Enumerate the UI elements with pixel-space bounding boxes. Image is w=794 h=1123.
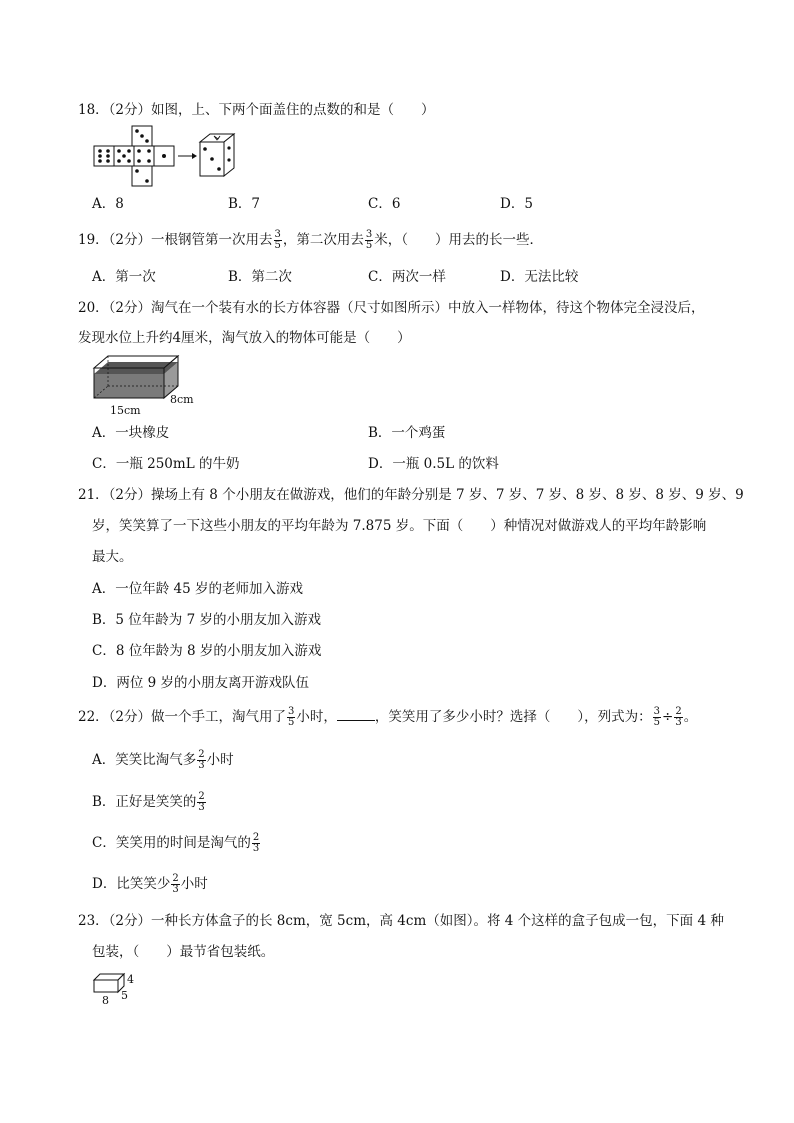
q19-stem-part1: 19．（2分）一根钢管第一次用去 bbox=[78, 232, 273, 248]
q19-fraction-1 bbox=[274, 230, 282, 251]
q22-option-c-fraction bbox=[252, 833, 260, 854]
q22-expr-frac1-den: 5 bbox=[653, 717, 661, 728]
q20-label-length: 15cm bbox=[110, 404, 141, 417]
q22-option-d-suffix: 小时 bbox=[180, 876, 208, 892]
q22-option-a-den: 3 bbox=[198, 760, 205, 771]
q22-option-d[interactable] bbox=[92, 874, 208, 895]
q22-stem-part3: ，笑笑用了多少小时？选择（ ），列式为： bbox=[374, 709, 652, 725]
q22-option-a-fraction bbox=[197, 750, 205, 771]
q18-option-b[interactable]: B．7 bbox=[228, 196, 261, 212]
q18-option-d[interactable]: D．5 bbox=[500, 196, 533, 212]
q22-option-d-fraction bbox=[171, 874, 179, 895]
q19-frac1-den: 5 bbox=[274, 240, 281, 251]
q19-option-c[interactable]: C．两次一样 bbox=[368, 269, 446, 285]
q19-frac2-den: 5 bbox=[365, 240, 373, 251]
q22-option-b-den: 3 bbox=[198, 802, 205, 813]
q19-frac2-num: 3 bbox=[365, 229, 373, 240]
q22-option-d-text: D．比笑笑少 bbox=[92, 876, 171, 892]
q20-label-width: 8cm bbox=[170, 393, 194, 406]
q20-stem-line2: 发现水位上升约4厘米，淘气放入的物体可能是（ ） bbox=[78, 330, 411, 346]
q20-option-b[interactable]: B．一个鸡蛋 bbox=[368, 425, 446, 441]
box-figure bbox=[92, 970, 152, 1006]
q22-option-d-den: 3 bbox=[172, 884, 179, 895]
q18-option-c[interactable]: C．6 bbox=[368, 196, 401, 212]
q23-label-width: 5 bbox=[121, 989, 128, 1002]
q22-expr-frac1-num: 3 bbox=[653, 706, 661, 717]
q23-label-length: 8 bbox=[102, 994, 109, 1006]
q21-option-b[interactable]: B．5 位年龄为 7 岁的小朋友加入游戏 bbox=[92, 612, 321, 628]
q22-expr-frac2-num: 2 bbox=[675, 706, 682, 717]
q21-stem-line1: 21．（2分）操场上有 8 个小朋友在做游戏，他们的年龄分别是 7 岁、7 岁、7 岁、8 岁、8 岁、8 岁、9 岁、9 bbox=[78, 487, 744, 503]
q22-option-a-suffix: 小时 bbox=[206, 752, 234, 768]
q21-option-c[interactable]: C．8 位年龄为 8 岁的小朋友加入游戏 bbox=[92, 643, 322, 659]
q22-option-b-text: B．正好是笑笑的 bbox=[92, 794, 197, 810]
q22-option-c-num: 2 bbox=[252, 832, 260, 843]
q23-label-height: 4 bbox=[127, 973, 134, 986]
q19-stem-part3: 米，（ ）用去的长一些． bbox=[374, 232, 544, 248]
q23-stem-line1: 23．（2分）一种长方体盒子的长 8cm，宽 5cm，高 4cm（如图）。将 4 个这样的盒子包成一包，下面 4 种 bbox=[78, 913, 724, 929]
q22-answer-blank[interactable] bbox=[337, 708, 375, 721]
q20-option-c[interactable]: C．一瓶 250mL 的牛奶 bbox=[92, 456, 240, 472]
q21-option-d[interactable]: D．两位 9 岁的小朋友离开游戏队伍 bbox=[92, 675, 309, 691]
q22-option-a-text: A．笑笑比淘气多 bbox=[92, 752, 197, 768]
q22-option-b-fraction bbox=[197, 792, 205, 813]
q22-expr-fraction-2 bbox=[674, 707, 682, 728]
q22-stem bbox=[78, 707, 697, 728]
q22-option-a-num: 2 bbox=[198, 749, 205, 760]
q19-stem-part2: ，第二次用去 bbox=[282, 232, 364, 248]
q20-option-a[interactable]: A．一块橡皮 bbox=[92, 425, 170, 441]
q22-option-b[interactable] bbox=[92, 792, 207, 813]
q20-stem-line1: 20．（2分）淘气在一个装有水的长方体容器（尺寸如图所示）中放入一样物体，待这个物体完全浸没后， bbox=[78, 300, 705, 316]
q22-fraction bbox=[287, 707, 295, 728]
q21-stem-line2: 岁，笑笑算了一下这些小朋友的平均年龄为 7.875 岁。下面（ ）种情况对做游戏人的平均年龄影响 bbox=[92, 518, 707, 534]
q19-option-b[interactable]: B．第二次 bbox=[228, 269, 292, 285]
q23-stem-line2: 包装，（ ）最节省包装纸。 bbox=[92, 944, 275, 960]
q19-frac1-num: 3 bbox=[274, 229, 281, 240]
q19-stem bbox=[78, 230, 543, 251]
q18-stem: 18．（2分）如图，上、下两个面盖住的点数的和是（ ） bbox=[78, 102, 435, 118]
q22-stem-end: 。 bbox=[683, 709, 698, 725]
q18-option-a[interactable]: A．8 bbox=[92, 196, 124, 212]
dice-net-figure bbox=[92, 124, 242, 188]
q22-option-c-text: C．笑笑用的时间是淘气的 bbox=[92, 835, 251, 851]
q22-option-d-num: 2 bbox=[172, 873, 179, 884]
q22-option-b-num: 2 bbox=[198, 791, 205, 802]
q22-option-c-den: 3 bbox=[252, 843, 260, 854]
q22-option-a[interactable] bbox=[92, 750, 234, 771]
q19-fraction-2 bbox=[365, 230, 373, 251]
q22-frac-den: 5 bbox=[288, 717, 295, 728]
water-container-figure bbox=[90, 352, 210, 418]
q22-expr-fraction-1 bbox=[653, 707, 661, 728]
q22-expr-operator: ÷ bbox=[662, 709, 674, 725]
q22-stem-part2: 小时， bbox=[296, 709, 337, 725]
q22-frac-num: 3 bbox=[288, 706, 295, 717]
q19-option-d[interactable]: D．无法比较 bbox=[500, 269, 579, 285]
q21-option-a[interactable]: A．一位年龄 45 岁的老师加入游戏 bbox=[92, 581, 304, 597]
q22-stem-part1: 22．（2分）做一个手工，淘气用了 bbox=[78, 709, 287, 725]
q19-option-a[interactable]: A．第一次 bbox=[92, 269, 156, 285]
q21-stem-line3: 最大。 bbox=[92, 549, 133, 565]
q22-expr-frac2-den: 3 bbox=[675, 717, 682, 728]
q22-option-c[interactable] bbox=[92, 833, 261, 854]
q20-option-d[interactable]: D．一瓶 0.5L 的饮料 bbox=[368, 456, 499, 472]
